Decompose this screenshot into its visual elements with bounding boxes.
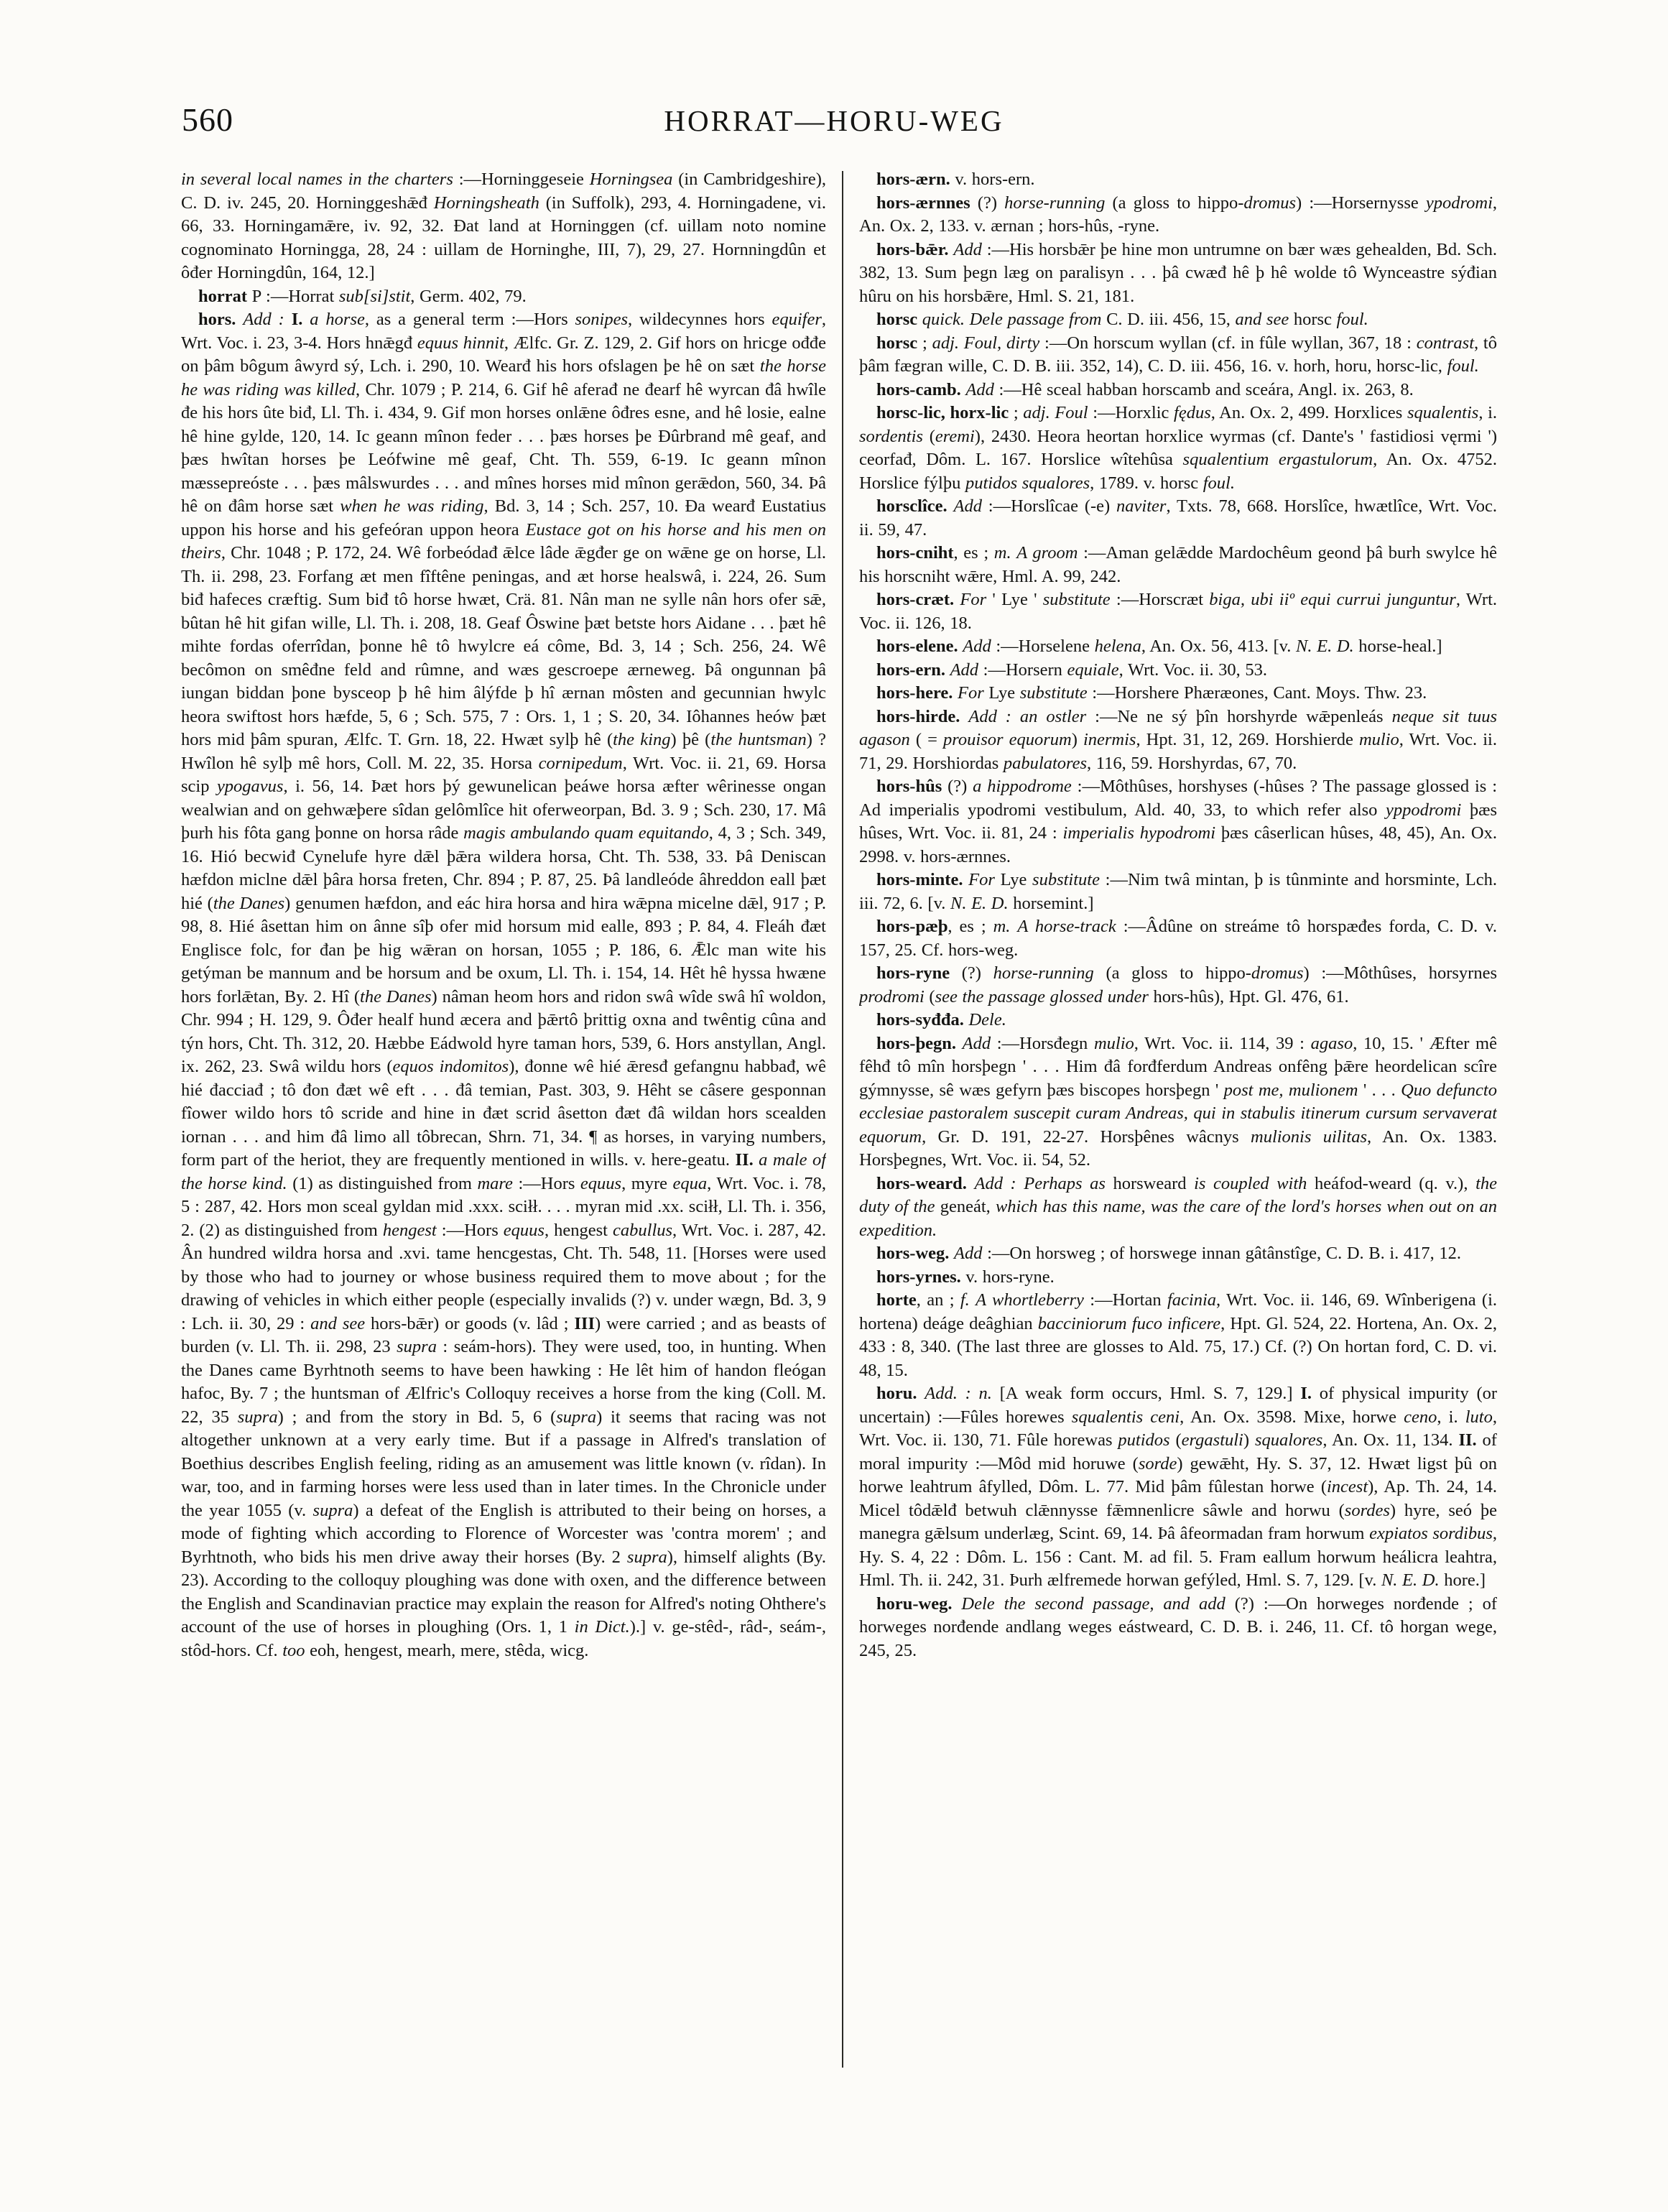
dict-entry-hors-hus: hors-hûs (?) a hippodrome :—Môthûses, horshyses (-hûses ? The passage glossed is : Ad imperialis ypodromi vestibulum, Ald. 40, 33, to which refer also yppodromi þæs hûses, Wrt. Voc. ii. 81, 24 : imperialis hypodromi þæs câserlican hûses, 48, 45), An. Ox. 2998. v. hors-ærnnes.	[859, 777, 1497, 866]
dict-entry-hors-hirde: hors-hirde. Add : an ostler :—Ne ne sý þîn horshyrde wǣpenleás neque sit tuus agason ( = prouisor equorum) inermis, Hpt. 31, 12, 269. Horshierde mulio, Wrt. Voc. ii. 71, 29. Horshiordas pabulatores, 116, 59. Horshyrdas, 67, 70.	[859, 706, 1497, 773]
dict-entry-hors-yrnes: hors-yrnes. v. hors-ryne.	[876, 1267, 1055, 1287]
dict-entry-horning-continuation: in several local names in the charters :—Horninggeseie Horningsea (in Cambridgeshire), C. D. iv. 245, 20. Horninggeshǣđ Horningsheath (in Suffolk), 293, 4. Horningadene, vi. 66, 33. Horningamǣre, iv. 92, 32. Đat land at Horninggen (cf. uillam noto nomine cognominato Horningga, 28, 24 : uillam de Horninghe, III, 7), 29, 27. Hornningdûn et ôđer Horningdûn, 164, 12.]	[181, 170, 826, 282]
dict-entry-hors-baer: hors-bǣr. Add :—His horsbǣr þe hine mon untrumne on bær wæs gehealden, Bd. Sch. 382, 13. Sum þegn læg on paralisyn . . . þâ cwæđ hê þ hê wolde tô Wynceastre sýđian hûru on his horsbǣre, Hml. S. 21, 181.	[859, 239, 1497, 306]
page-number: 560	[182, 101, 233, 138]
dict-entry-hors-paeth: hors-pæþ, es ; m. A horse-track :—Âdûne on streáme tô horspæđes forda, C. D. v. 157, 25. Cf. hors-weg.	[859, 917, 1497, 960]
dict-entry-hors-minte: hors-minte. For Lye substitute :—Nim twâ mintan, þ is tûnminte and horsminte, Lch. iii. 72, 6. [v. N. E. D. horsemint.]	[859, 870, 1497, 913]
right-column	[859, 168, 1497, 2082]
dict-entry-hors-camb: hors-camb. Add :—Hê sceal habban horscamb and sceára, Angl. ix. 263, 8.	[876, 379, 1414, 399]
dict-entry-hors-here: hors-here. For Lye substitute :—Horshere Phæræones, Cant. Moys. Thw. 23.	[876, 683, 1427, 703]
dict-entry-hors-aernnes: hors-ærnnes (?) horse-running (a gloss to hippo-dromus) :—Horsernysse ypodromi, An. Ox. 2, 133. v. ærnan ; hors-hûs, -ryne.	[859, 193, 1497, 236]
dict-entry-hors-aern: hors-ærn. v. hors-ern.	[876, 170, 1035, 189]
dict-entry-horsclice: horsclîce. Add :—Horslîcae (-e) naviter, Txts. 78, 668. Horslîce, hwætlîce, Wrt. Voc. ii. 59, 47.	[859, 496, 1497, 540]
text-block	[181, 168, 1497, 2082]
dict-entry-horu-weg: horu-weg. Dele the second passage, and add (?) :—On horweges norđende ; of horweges norđende andlang weges eástweard, C. D. B. i. 246, 11. Cf. tô horgan wege, 245, 25.	[859, 1593, 1497, 1660]
running-title: HORRAT—HORU-WEG	[664, 104, 1004, 137]
dict-entry-horsc-quick: horsc quick. Dele passage from C. D. iii. 456, 15, and see horsc foul.	[876, 310, 1368, 329]
dict-entry-hors: hors. Add : I. a horse, as a general term :—Hors sonipes, wildecynnes hors equifer, Wrt. Voc. i. 23, 3-4. Hors hnǣgđ equus hinnit, Ælfc. Gr. Z. 129, 2. Gif hors on hricge ođđe on þâm bôgum âwyrd sý, Lch. i. 290, 10. Wearđ his hors ofslagen þe hê on sæt the horse he was riding was killed, Chr. 1079 ; P. 214, 6. Gif hê aferađ ne đearf hê wyrcan đâ hwîle đe his hors ûte biđ, Ll. Th. i. 434, 9. Gif mon horses onlǣne ôđres esne, and hê losie, ealne hê hine gylde, 120, 14. Ic geann mînon feder . . . þæs horses þe Đûrbrand mê geaf, and þæs hwîtan horses þe Leófwine mê geaf, Cht. Th. 559, 6-19. Ic geann mînon mæssepreóste . . . þæs mâlswurdes . . . and mînes horses mid mînon gerǣdon, 560, 34. Þâ hê on đâm horse sæt when he was riding, Bd. 3, 14 ; Sch. 257, 10. Đa wearđ Eustatius uppon his horse and his gefeóran uppon heora Eustace got on his horse and his men on theirs, Chr. 1048 ; P. 172, 24. Wê forbeódađ ǣlce lâde ǣgđer ge on wǣne ge on horse, Ll. Th. ii. 298, 23. Forfang æt men fîftêne peningas, and æt horse healswâ, i. 224, 26. Sum biđ hafeces cræftig. Sum biđ tô horse hwæt, Crä. 81. Nân man ne sylle nân hors ofer sǣ, bûtan hê hit gifan wille, Ll. Th. i. 208, 18. Geaf Ôswine þæt betste hors Aidane . . . þæt hê mihte fordas oferrîdan, þonne hê tô hwylcre eá côme, Bd. 3, 14 ; Sch. 256, 24. Wê becômon on smêđne feld and rûmne, and wæs gescroepe ærneweg. Þâ ongunnan þâ iungan biddan þone bysceop þ hê him âlýfde þ hî ærnan môsten and gecunnian hwylc heora swiftost hors hæfde, 5, 6 ; Sch. 575, 7 : Ors. 1, 1 ; S. 20, 34. Iôhannes heów þæt hors mid þâm spuran, Ælfc. T. Grn. 18, 22. Hwæt sylþ hê (the king) þê (the huntsman) ? Hwîlon hê sylþ mê hors, Coll. M. 22, 35. Horsa cornipedum, Wrt. Voc. ii. 21, 69. Horsa scip ypogavus, i. 56, 14. Þæt hors þý gewunelican þeáwe horsa æfter wêrinesse ongan wealwian and on gehwæþere sîdan gelômlîce hit oferweorpan, Bd. 3. 9 ; Sch. 230, 17. Mâ þurh his fôta gang þonne on horsa râde magis ambulando quam equitando, 4, 3 ; Sch. 349, 16. Hió becwiđ Cynelufe hyre dǣl þǣra wildera horsa, Cht. Th. 538, 33. Þâ Deniscan hæfdon miclne dǣl þâra horsa freten, Chr. 894 ; P. 87, 25. Þâ landleóde âhreddon eall þæt hié (the Danes) genumen hæfdon, and eác hira horsa and hira wǣpna micelne dǣl, 917 ; P. 98, 8. Hié âsettan him on ânne sîþ ofer mid horsum mid ealle, 893 ; P. 84, 4. Fleáh đæt Englisce folc, for đan þe hig wǣran on horsan, 1055 ; P. 186, 6. Ǣlc man wite his getýman be mannum and be horsum and be oxum, Ll. Th. i. 154, 14. Hêt hê hyssa hwæne hors forlǣtan, By. 2. Hî (the Danes) nâman heom hors and ridon swâ wîde swâ hî woldon, Chr. 994 ; H. 129, 9. Ôđer healf hund æcera and þǣrtô þrittig oxna and twêntig cûna and týn hors, Cht. Th. 312, 20. Hæbbe Eádwold hyre taman hors, 539, 6. Hors anstyllan, Angl. ix. 262, 23. Swâ wildu hors (equos indomitos), đonne wê hié ǣresđ gefangnu habbađ, wê hié đacciađ ; tô đon đæt wê eft . . . đâ temian, Past. 303, 9. Hêht se câsere gesponnan fîower wildo hors tô scride and hine in đæt scrid âsetton đæt đâ wildan hors scealden iornan . . . and him đâ limo all tôbrecan, Shrn. 71, 34. ¶ as horses, in varying numbers, form part of the heriot, they are frequently mentioned in wills. v. here-geatu. II. a male of the horse kind. (1) as distinguished from mare :—Hors equus, myre equa, Wrt. Voc. i. 78, 5 : 287, 42. Hors mon sceal gyldan mid .xxx. sciłł. . . . myran mid .xx. sciłł, Ll. Th. i. 356, 2. (2) as distinguished from hengest :—Hors equus, hengest cabullus, Wrt. Voc. i. 287, 42. Ân hundred wildra horsa and .xvi. tame hencgestas, Cht. Th. 548, 11. [Horses were used by those who had to journey or whose business required them to move about ; for the drawing of vehicles in which either people (especially invalids (?) v. under wægn, Bd. 3, 9 : Lch. ii. 30, 29 : and see hors-bǣr) or goods (v. lâd ; III) were carried ; and as beasts of burden (v. Ll. Th. ii. 298, 23 supra : seám-hors). They were used, too, in hunting. When the Danes came Byrhtnoth seems to have been hawking : He lêt him of handon fleógan hafoc, By. 7 ; the huntsman of Ælfric's Colloquy receives a horse from the king (Coll. M. 22, 35 supra) ; and from the story in Bd. 5, 6 (supra) it seems that racing was not altogether unknown at a very early time. But if a passage in Alfred's translation of Boethius describes English feeling, riding as an amusement was little known (v. rîdan). In war, too, and in farming horses were less used than in later times. In the Chronicle under the year 1055 (v. supra) a defeat of the English is attributed to their being on horses, a mode of fighting which according to Florence of Worcester was 'contra morem' ; and Byrhtnoth, who bids his men drive away their horses (By. 2 supra), himself alights (By. 23). According to the colloquy ploughing was done with oxen, and the difference between the English and Scandinavian practice may explain the reason for Alfred's noting Ohthere's account of the use of horses in ploughing (Ors. 1, 1 in Dict.).] v. ge-stêd-, râd-, seám-, stôd-hors. Cf. too eoh, hengest, mearh, mere, stêda, wicg.	[181, 310, 826, 1660]
dict-entry-horsc-adj: horsc ; adj. Foul, dirty :—On horscum wyllan (cf. in fûle wyllan, 367, 18 : contrast, tô þâm fægran wille, C. D. B. iii. 352, 14), C. D. iii. 456, 16. v. horh, horu, horsc-lic, foul.	[859, 333, 1497, 376]
dict-entry-hors-weard: hors-weard. Add : Perhaps as horsweard is coupled with heáfod-weard (q. v.), the duty of the geneát, which has this name, was the care of the lord's horses when out on an expedition.	[859, 1173, 1497, 1240]
dict-entry-hors-weg: hors-weg. Add :—On horsweg ; of horswege innan gâtânstîge, C. D. B. i. 417, 12.	[876, 1244, 1462, 1263]
dict-entry-hors-craet: hors-cræt. For ' Lye ' substitute :—Horscræt biga, ubi iiº equi currui junguntur, Wrt. Voc. ii. 126, 18.	[859, 590, 1497, 633]
dict-entry-hors-ryne: hors-ryne (?) horse-running (a gloss to hippo-dromus) :—Môthûses, horsyrnes prodromi (see the passage glossed under hors-hûs), Hpt. Gl. 476, 61.	[859, 963, 1497, 1006]
dict-entry-horte: horte, an ; f. A whortleberry :—Hortan facinia, Wrt. Voc. ii. 146, 69. Wînberigena (i. hortena) deáge deâghian bacciniorum fuco inficere, Hpt. Gl. 524, 22. Hortena, An. Ox. 2, 433 : 8, 340. (The last three are glosses to Ald. 75, 17.) Cf. (?) On hortan ford, C. D. vi. 48, 15.	[859, 1290, 1497, 1380]
dict-entry-hors-ern: hors-ern. Add :—Horsern equiale, Wrt. Voc. ii. 30, 53.	[876, 660, 1268, 680]
dict-entry-hors-thegn: hors-þegn. Add :—Horsđegn mulio, Wrt. Voc. ii. 114, 39 : agaso, 10, 15. ' Æfter mê fêhđ tô mîn horsþegn ' . . . Him đâ forđferdum Andreas onfêng þǣre heordelican scîre gýmnysse, sê wæs gefyrn þæs biscopes horsþegn ' post me, mulionem ' . . . Quo defuncto ecclesiae pastoralem suscepit curam Andreas, qui in stabulis itinerum cursum servaverat equorum, Gr. D. 191, 22-27. Horsþênes wâcnys mulionis uilitas, An. Ox. 1383. Horsþegnes, Wrt. Voc. ii. 54, 52.	[859, 1033, 1497, 1170]
column-divider	[842, 171, 843, 2068]
dict-entry-horsc-lic: horsc-lic, horx-lic ; adj. Foul :—Horxlic fędus, An. Ox. 2, 499. Horxlices squalentis, i. sordentis (eremi), 2430. Heora heortan horxlice wyrmas (cf. Dante's ' fastidiosi vęrmi ') ceorfađ, Dôm. L. 167. Horslice wîtehûsa squalentium ergastulorum, An. Ox. 4752. Horslice fýlþu putidos squalores, 1789. v. horsc foul.	[859, 403, 1497, 493]
dict-entry-horu: horu. Add. : n. [A weak form occurs, Hml. S. 7, 129.] I. of physical impurity (or uncertain) :—Fûles horewes squalentis ceni, An. Ox. 3598. Mixe, horwe ceno, i. luto, Wrt. Voc. ii. 130, 71. Fûle horewas putidos (ergastuli) squalores, An. Ox. 11, 134. II. of moral impurity :—Môd mid horuwe (sorde) gewǣht, Hy. S. 37, 12. Hwæt ligst þû on horwe leahtrum âfylled, Dôm. L. 77. Mid þâm fûlestan horwe (incest), Ap. Th. 24, 14. Micel tôdǣlđ betwuh clǣnnysse fǣmnenlicre sâwle and horwu (sordes) hyre, seó þe manegra gǣlsum underlæg, Scint. 69, 14. Þâ âfeormadan fram horwum expiatos sordibus, Hy. S. 4, 22 : Dôm. L. 156 : Cant. M. ad fil. 5. Fram eallum horwum heálicra leahtra, Hml. Th. ii. 242, 31. Þurh ælfremede horwan gefýled, Hml. S. 7, 129. [v. N. E. D. hore.]	[859, 1384, 1497, 1590]
dict-entry-horrat: horrat P :—Horrat sub[si]stit, Germ. 402, 79.	[198, 286, 527, 306]
left-column	[181, 168, 826, 2082]
dict-entry-hors-sydda: hors-syđđa. Dele.	[876, 1010, 1006, 1029]
dict-entry-hors-cniht: hors-cniht, es ; m. A groom :—Aman gelǣdde Mardochêum geond þâ burh swylce hê his horscniht wǣre, Hml. A. 99, 242.	[859, 543, 1497, 586]
dict-entry-hors-elene: hors-elene. Add :—Horselene helena, An. Ox. 56, 413. [v. N. E. D. horse-heal.]	[876, 637, 1442, 656]
